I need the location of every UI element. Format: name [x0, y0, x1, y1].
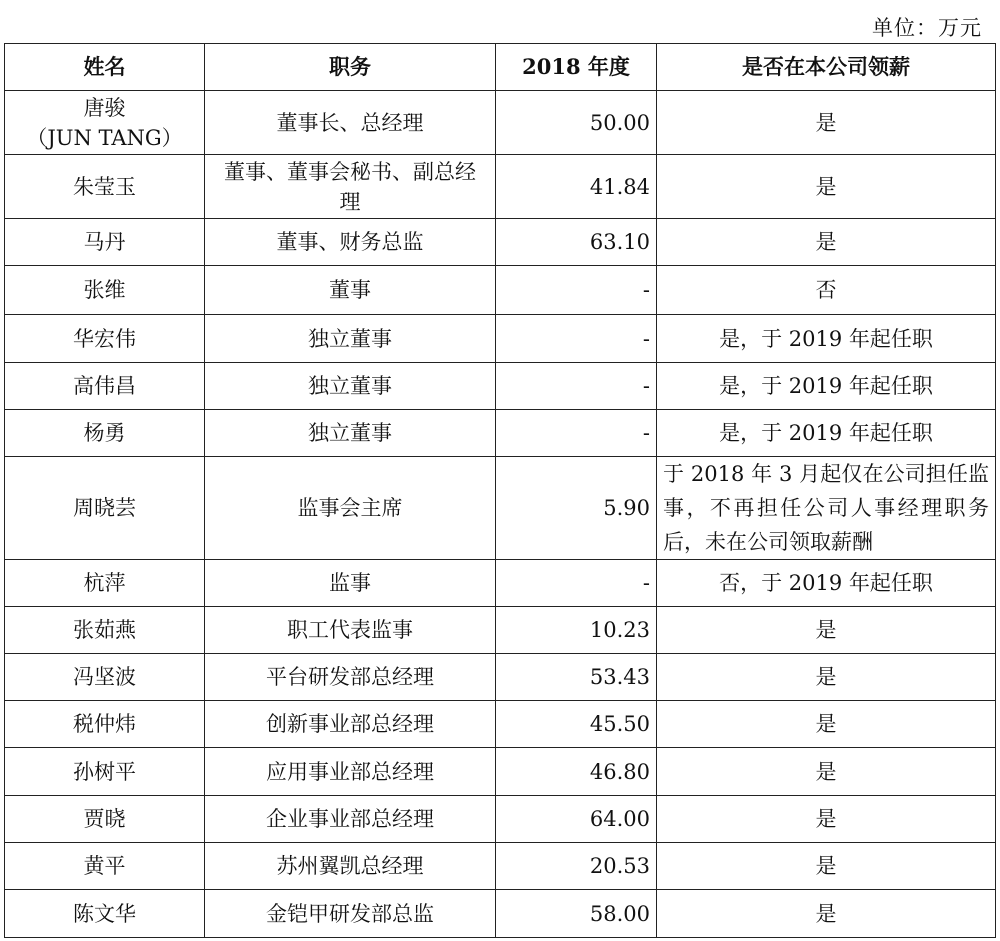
- header-position: 职务: [205, 44, 496, 91]
- amount-2018: 41.84: [496, 155, 657, 219]
- header-paid-by-company: 是否在本公司领薪: [657, 44, 996, 91]
- paid-status: 是: [657, 91, 996, 155]
- table-row: [5, 560, 996, 607]
- unit-label: 单位：万元: [872, 16, 982, 40]
- amount-2018: -: [496, 560, 657, 607]
- header-name: 姓名: [5, 44, 205, 91]
- person-position-text: 董事、董事会秘书、副总经理: [224, 159, 476, 214]
- amount-2018: 58.00: [496, 890, 657, 938]
- paid-status: 是: [657, 654, 996, 701]
- table-row: [5, 266, 996, 315]
- paid-status: 是，于 2019 年起任职: [657, 363, 996, 410]
- person-name: [5, 91, 205, 155]
- table-row: [5, 219, 996, 266]
- person-position: 监事会主席: [205, 457, 496, 560]
- person-position: [205, 155, 496, 219]
- person-name: 高伟昌: [5, 363, 205, 410]
- table-row: [5, 363, 996, 410]
- table-row: [5, 315, 996, 363]
- amount-2018: 63.10: [496, 219, 657, 266]
- person-position: 苏州翼凯总经理: [205, 843, 496, 890]
- person-position: 独立董事: [205, 315, 496, 363]
- amount-2018: 46.80: [496, 748, 657, 796]
- person-position: 独立董事: [205, 363, 496, 410]
- amount-2018: -: [496, 266, 657, 315]
- person-name: 张维: [5, 266, 205, 315]
- person-name: 黄平: [5, 843, 205, 890]
- amount-2018: 64.00: [496, 796, 657, 843]
- paid-status: 是: [657, 155, 996, 219]
- person-name: 朱莹玉: [5, 155, 205, 219]
- paid-status: 是: [657, 796, 996, 843]
- table-row: [5, 410, 996, 457]
- amount-2018: 53.43: [496, 654, 657, 701]
- amount-2018: 10.23: [496, 607, 657, 654]
- paid-status: 是，于 2019 年起任职: [657, 410, 996, 457]
- table-row: [5, 843, 996, 890]
- person-name: 马丹: [5, 219, 205, 266]
- amount-2018: 20.53: [496, 843, 657, 890]
- paid-status: 是: [657, 748, 996, 796]
- table-row: [5, 155, 996, 219]
- person-name: 杭萍: [5, 560, 205, 607]
- table-row: [5, 607, 996, 654]
- paid-status: 是: [657, 219, 996, 266]
- header-amount-2018: 2018 年度: [496, 44, 657, 91]
- person-position: 董事、财务总监: [205, 219, 496, 266]
- person-position: 独立董事: [205, 410, 496, 457]
- compensation-table: [4, 43, 996, 938]
- table-row: [5, 701, 996, 748]
- person-name-primary: 唐骏: [83, 95, 126, 120]
- paid-status: 是，于 2019 年起任职: [657, 315, 996, 363]
- amount-2018: 45.50: [496, 701, 657, 748]
- person-name: 华宏伟: [5, 315, 205, 363]
- person-name: 贾晓: [5, 796, 205, 843]
- person-name: 杨勇: [5, 410, 205, 457]
- person-name: 税仲炜: [5, 701, 205, 748]
- table-row: [5, 91, 996, 155]
- paid-status: 是: [657, 701, 996, 748]
- person-position: 董事: [205, 266, 496, 315]
- person-position: 董事长、总经理: [205, 91, 496, 155]
- paid-status: 于 2018 年 3 月起仅在公司担任监事，不再担任公司人事经理职务后，未在公司领取薪酬: [657, 457, 996, 560]
- person-position: 职工代表监事: [205, 607, 496, 654]
- paid-status: 否: [657, 266, 996, 315]
- paid-status: 是: [657, 843, 996, 890]
- person-name: 周晓芸: [5, 457, 205, 560]
- header-row: [5, 44, 996, 91]
- person-name: 陈文华: [5, 890, 205, 938]
- table-row: [5, 890, 996, 938]
- person-position: 监事: [205, 560, 496, 607]
- person-position: 平台研发部总经理: [205, 654, 496, 701]
- amount-2018: -: [496, 315, 657, 363]
- table-row: [5, 457, 996, 560]
- paid-status: 是: [657, 890, 996, 938]
- paid-status: 是: [657, 607, 996, 654]
- amount-2018: -: [496, 363, 657, 410]
- person-name: 张茹燕: [5, 607, 205, 654]
- paid-status: 否，于 2019 年起任职: [657, 560, 996, 607]
- table-row: [5, 748, 996, 796]
- table-row: [5, 796, 996, 843]
- person-position: 创新事业部总经理: [205, 701, 496, 748]
- person-position: 金铠甲研发部总监: [205, 890, 496, 938]
- person-name: 冯坚波: [5, 654, 205, 701]
- table-row: [5, 654, 996, 701]
- amount-2018: -: [496, 410, 657, 457]
- person-position: 企业事业部总经理: [205, 796, 496, 843]
- amount-2018: 5.90: [496, 457, 657, 560]
- person-name: 孙树平: [5, 748, 205, 796]
- person-name-english: （JUN TANG）: [26, 125, 183, 150]
- person-position: 应用事业部总经理: [205, 748, 496, 796]
- amount-2018: 50.00: [496, 91, 657, 155]
